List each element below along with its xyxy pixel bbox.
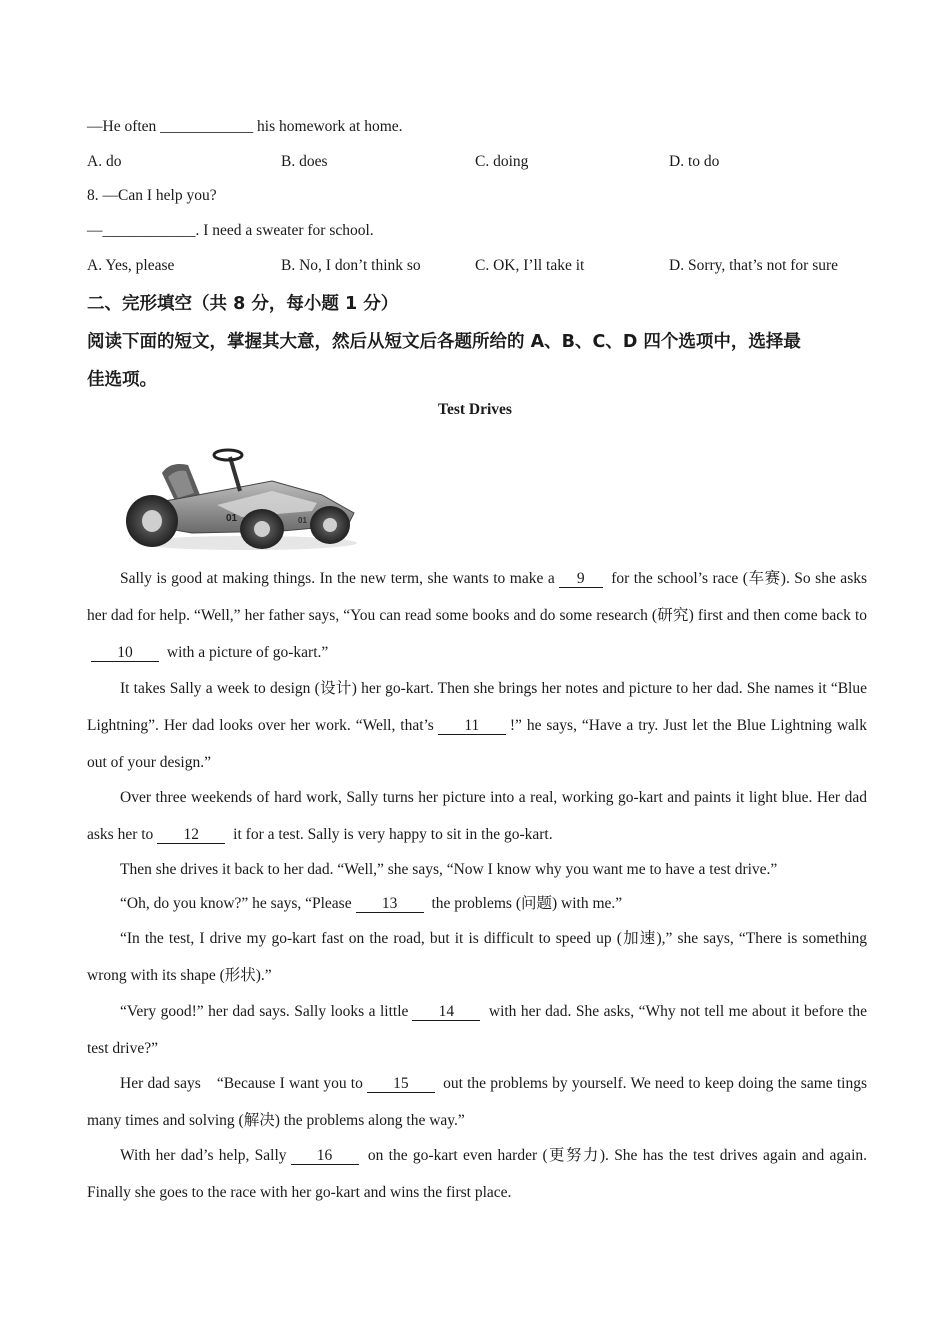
p1-text-b: for the school’s race (车赛). So she asks her dad for help. “Well,” her father says, “You can read some books and do some research (研究) first and then come back to — [87, 570, 868, 624]
blank-16[interactable]: 16 — [291, 1147, 359, 1165]
passage-paragraph-8 — [87, 1065, 867, 1139]
kart-number-front: 01 — [298, 516, 307, 525]
blank-14[interactable]: 14 — [412, 1003, 480, 1021]
q7-answer-line: —He often ____________ his homework at home. — [87, 118, 403, 135]
p2-text-b: !” he says, “Have a try. Just let the Blue Lightning walk out of your design.” — [87, 717, 867, 771]
q8-option-d[interactable]: D. Sorry, that’s not for sure — [669, 257, 839, 274]
blank-11[interactable]: 11 — [438, 717, 506, 735]
q8-question: 8. —Can I help you? — [87, 187, 217, 204]
p9-text-a: With her dad’s help, Sally — [120, 1147, 287, 1164]
passage-paragraph-4: Then she drives it back to her dad. “Well,” she says, “Now I know why you want me to have a test drive.” — [120, 861, 778, 878]
section-instruction-line2: 佳选项。 — [87, 370, 157, 390]
passage-paragraph-6: “In the test, I drive my go-kart fast on the road, but it is difficult to speed up (加速),” she says, “There is something wrong with its shape (形状).” — [87, 930, 867, 984]
blank-9[interactable]: 9 — [559, 570, 603, 588]
p1-text-a: Sally is good at making things. In the new term, she wants to make a — [120, 570, 555, 587]
p3-text-a: Over three weekends of hard work, Sally turns her picture into a real, working go-kart and paints it light blue. Her dad asks her to — [87, 789, 867, 843]
kart-number: 01 — [226, 513, 238, 524]
passage-title: Test Drives — [438, 401, 512, 418]
q7-option-d[interactable]: D. to do — [669, 153, 720, 170]
p2-text-a: It takes Sally a week to design (设计) her go-kart. Then she brings her notes and picture to her dad. She names it “Blue Lightning”. Her dad looks over her work. “Well, that’s — [87, 680, 867, 734]
passage-paragraph-5 — [87, 885, 867, 922]
q8-option-a[interactable]: A. Yes, please — [87, 257, 175, 274]
blank-10[interactable]: 10 — [91, 644, 159, 662]
p5-text-a: “Oh, do you know?” he says, “Please — [120, 895, 352, 912]
q8-option-c[interactable]: C. OK, I’ll take it — [475, 257, 585, 274]
p1-text-c: with a picture of go-kart.” — [166, 644, 329, 661]
go-kart-image — [122, 443, 358, 553]
blank-15[interactable]: 15 — [367, 1075, 435, 1093]
q7-option-a[interactable]: A. do — [87, 153, 122, 170]
blank-12[interactable]: 12 — [157, 826, 225, 844]
p8-text-b: out the problems by yourself. We need to keep doing the same tings many times and solving (解决) the problems along the way.” — [87, 1075, 867, 1129]
passage-paragraph-7 — [87, 993, 867, 1067]
p9-text-b: on the go-kart even harder (更努力). She has the test drives again and again. Finally she goes to the race with her go-kart and wins the first place. — [87, 1147, 867, 1201]
p8-text-a: Her dad says “Because I want you to — [120, 1075, 363, 1092]
q8-option-b[interactable]: B. No, I don’t think so — [281, 257, 421, 274]
section-instruction-line1: 阅读下面的短文，掌握其大意，然后从短文后各题所给的 A、B、C、D 四个选项中，选择最 — [87, 332, 801, 352]
p5-text-b: the problems (问题) with me.” — [431, 895, 623, 912]
p7-text-a: “Very good!” her dad says. Sally looks a little — [120, 1003, 409, 1020]
p3-text-b: it for a test. Sally is very happy to sit in the go-kart. — [233, 826, 553, 843]
passage-paragraph-1 — [87, 560, 867, 671]
q7-option-b[interactable]: B. does — [281, 153, 328, 170]
q7-option-c[interactable]: C. doing — [475, 153, 529, 170]
passage-paragraph-3 — [87, 779, 867, 853]
blank-13[interactable]: 13 — [356, 895, 424, 913]
q8-answer-line: —____________. I need a sweater for school. — [87, 222, 374, 239]
passage-paragraph-2 — [87, 670, 867, 781]
p7-text-b: with her dad. She asks, “Why not tell me about it before the test drive?” — [87, 1003, 868, 1057]
section-heading: 二、完形填空（共 8 分，每小题 1 分） — [87, 294, 399, 314]
go-kart-illustration — [122, 443, 358, 553]
passage-paragraph-9 — [87, 1137, 867, 1211]
